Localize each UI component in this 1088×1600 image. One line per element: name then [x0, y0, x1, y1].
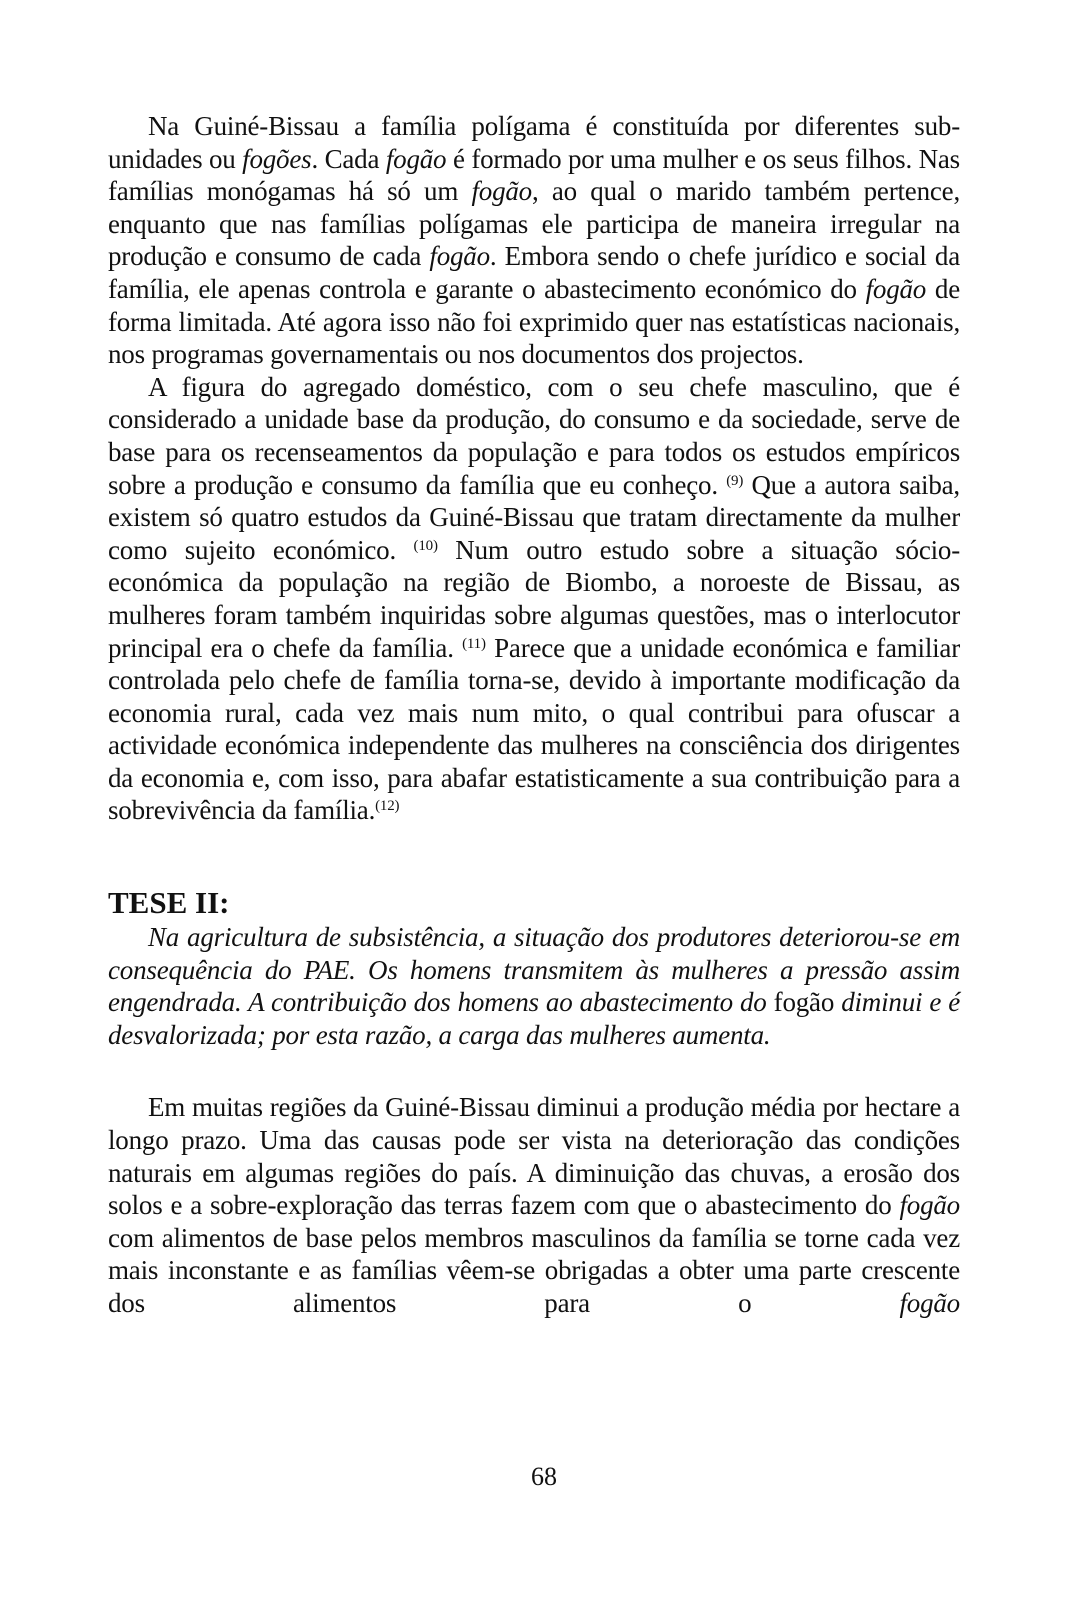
text: Na agricultura de subsistência, a situação dos produtores deteriorou-se em consequência do PAE. Os homens transmitem às mulheres a pressão assim engendrada. A contribuição dos homens ao abastecimento do [108, 922, 960, 1018]
text: . Cada [311, 143, 386, 174]
roman-term: fogão [773, 987, 835, 1018]
italic-term: fogão [899, 1190, 960, 1221]
italic-term: fogão [471, 176, 532, 207]
italic-term: fogão [899, 1288, 960, 1318]
text: é formado por uma mulher e os seus filhos. Nas famílias monógamas há só um [108, 143, 960, 207]
footnote-ref: (11) [462, 635, 486, 652]
text: , ao qual o marido também pertence, enquanto que nas famílias polígamas ele participa de maneira irregular na produção e consumo de cada [108, 176, 961, 272]
footnote-ref: (10) [413, 537, 438, 554]
text: Em muitas regiões da Guiné-Bissau diminui a produção média por hectare a longo prazo. Uma das causas pode ser vista na deterioração das condições naturais em algumas regiões do país. A diminuição das chuvas, a erosão dos solos e a sobre-exploração das terras fazem com que o abastecimento do [108, 1092, 960, 1221]
text: . Embora sendo o chefe jurídico e social da família, ele apenas controla e garante o abastecimento económico do [108, 241, 960, 304]
footnote-ref: (12) [375, 798, 400, 815]
text: Que a autora saiba, existem só quatro estudos da Guiné-Bissau que tratam directamente da mulher como sujeito económico. [108, 469, 960, 565]
text: Num outro estudo sobre a situação sócio-económica da população na região de Biombo, a noroeste de Bissau, as mulheres foram também inquiridas sobre algumas questões, mas o interlocutor principal era o chefe da família. [108, 534, 960, 663]
text: diminui e é desvalorizada; por esta razão, a carga das mulheres aumenta. [108, 987, 960, 1050]
page-number: 68 [531, 1462, 557, 1491]
text: Na Guiné-Bissau a família polígama é constituída por diferentes sub-unidades ou [108, 111, 960, 174]
paragraph-production-decline [108, 1091, 960, 1319]
text: Parece que a unidade económica e familiar controlada pelo chefe de família torna-se, devido à importante modificação da economia rural, cada vez mais num mito, o qual contribui para ofuscar a actividade económica independente das mulheres na consciência dos dirigentes da economia e, com isso, para abafar estatisticamente a sua contribuição para a sobrevivência da família. [108, 632, 961, 826]
italic-term: fogão [429, 241, 490, 272]
paragraph-polygamous-family [108, 110, 960, 371]
italic-term: fogões [242, 143, 312, 174]
text: A figura do agregado doméstico, com o seu chefe masculino, que é considerado a unidade base da produção, do consumo e da sociedade, serve de base para os recenseamentos da população e para todos os estudos empíricos sobre a produção e consumo da família que eu conheço. [108, 371, 960, 500]
footnote-ref: (9) [726, 472, 744, 489]
italic-term: fogão [385, 143, 447, 174]
thesis-statement [108, 921, 960, 1051]
page-body [108, 110, 960, 1320]
thesis-heading: TESE II: [108, 885, 230, 921]
paragraph-household-figure [108, 371, 960, 827]
spacer [108, 1051, 960, 1091]
italic-term: fogão [865, 273, 927, 304]
text: com alimentos de base pelos membros masculinos da família se torne cada vez mais inconstante e as famílias vêem-se obrigadas a obter uma parte crescente dos alimentos para o [108, 1222, 960, 1318]
text: de forma limitada. Até agora isso não foi exprimido quer nas estatísticas nacionais, nos programas governamentais ou nos documentos dos projectos. [108, 273, 960, 370]
